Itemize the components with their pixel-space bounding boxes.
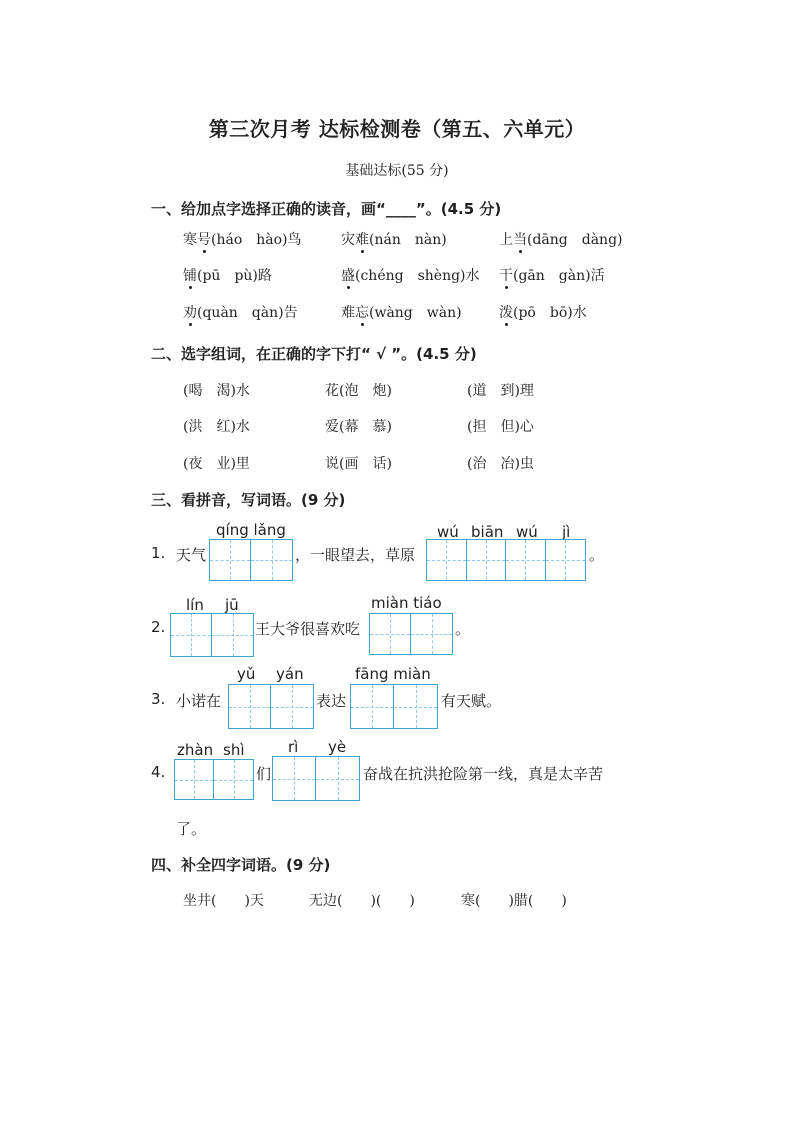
sec1-item: 盛(chéng shèng)水 [341, 268, 480, 284]
writing-grid[interactable] [369, 613, 453, 655]
sec2-item: (道 到)理 [467, 383, 534, 399]
sec1-item: 上当(dāng dàng) [499, 232, 623, 248]
writing-grid[interactable] [170, 613, 254, 657]
question-number: 3. [151, 690, 166, 708]
question-text: 王大爷很喜欢吃 [255, 620, 361, 638]
sec2-item: (夜 业)里 [183, 456, 250, 472]
question-number: 1. [151, 544, 166, 562]
question-text: ，一眼望去，草原 [295, 546, 416, 564]
grid-cell[interactable] [271, 685, 313, 728]
grid-cell[interactable] [394, 685, 437, 728]
pinyin: yǔ [237, 665, 256, 683]
sec2-item: (洪 红)水 [183, 419, 250, 435]
sec1-item: 铺(pū pù)路 [183, 268, 272, 284]
grid-cell[interactable] [229, 685, 271, 728]
sec1-item: 难忘(wàng wàn) [341, 305, 462, 321]
section-3-heading: 三、看拼音，写词语。(9 分) [151, 491, 346, 509]
grid-cell[interactable] [370, 614, 411, 654]
pinyin: wú [516, 523, 538, 541]
question-text: 天气 [176, 546, 207, 564]
sec4-item: 坐井( )天 [183, 893, 264, 909]
grid-cell[interactable] [546, 540, 585, 580]
pinyin: jū [225, 596, 239, 614]
section-4-heading: 四、补全四字词语。(9 分) [151, 856, 331, 874]
pinyin: fāng miàn [355, 665, 431, 683]
question-number: 4. [151, 763, 166, 781]
writing-grid[interactable] [426, 539, 586, 581]
grid-cell[interactable] [316, 757, 359, 800]
pinyin: lín [186, 596, 204, 614]
grid-cell[interactable] [251, 540, 292, 580]
grid-cell[interactable] [212, 614, 253, 656]
grid-cell[interactable] [273, 757, 316, 800]
sec2-item: (治 冶)虫 [467, 456, 534, 472]
sec2-item: (喝 渴)水 [183, 383, 250, 399]
grid-cell[interactable] [427, 540, 467, 580]
question-text: 奋战在抗洪抢险第一线，真是太辛苦 [363, 765, 604, 783]
pinyin: qíng lǎng [216, 521, 286, 539]
writing-grid[interactable] [272, 756, 360, 801]
question-text: 。 [589, 546, 605, 564]
writing-grid[interactable] [228, 684, 314, 729]
grid-cell[interactable] [411, 614, 452, 654]
grid-cell[interactable] [210, 540, 251, 580]
writing-grid[interactable] [174, 759, 254, 800]
question-text: 们 [256, 765, 272, 783]
page-title: 第三次月考 达标检测卷（第五、六单元） [208, 117, 586, 141]
question-text: 小诺在 [176, 692, 222, 710]
pinyin: rì [288, 738, 299, 756]
pinyin: yè [328, 738, 347, 756]
pinyin: biān [471, 523, 504, 541]
grid-cell[interactable] [214, 760, 253, 799]
question-text: 了。 [176, 820, 207, 838]
grid-cell[interactable] [506, 540, 546, 580]
question-text: 。 [455, 620, 471, 638]
sec1-item: 寒号(háo hào)鸟 [183, 232, 302, 248]
sec2-item: 爱(幕 慕) [325, 419, 392, 435]
pinyin: shì [223, 741, 245, 759]
sec1-item: 劝(quàn qàn)告 [183, 305, 298, 321]
question-text: 表达 [316, 692, 347, 710]
sec4-item: 无边( )( ) [309, 893, 415, 909]
page-subtitle: 基础达标(55 分) [345, 163, 449, 179]
pinyin: wú [437, 523, 459, 541]
grid-cell[interactable] [175, 760, 214, 799]
writing-grid[interactable] [209, 539, 293, 581]
grid-cell[interactable] [351, 685, 394, 728]
grid-cell[interactable] [171, 614, 212, 656]
sec2-item: 说(画 话) [325, 456, 392, 472]
sec2-item: (担 但)心 [467, 419, 534, 435]
pinyin: jì [562, 523, 571, 541]
sec1-item: 干(gān gàn)活 [499, 268, 605, 284]
sec1-item: 泼(pō bō)水 [499, 305, 587, 321]
section-2-heading: 二、选字组词，在正确的字下打“ √ ”。(4.5 分) [151, 345, 477, 363]
question-text: 有天赋。 [441, 692, 502, 710]
pinyin: zhàn [177, 741, 214, 759]
grid-cell[interactable] [467, 540, 507, 580]
pinyin: yán [276, 665, 304, 683]
question-number: 2. [151, 618, 166, 636]
pinyin: miàn tiáo [371, 594, 442, 612]
section-1-heading: 一、给加点字选择正确的读音，画“____”。(4.5 分) [151, 200, 502, 218]
writing-grid[interactable] [350, 684, 438, 729]
sec2-item: 花(泡 炮) [325, 383, 392, 399]
sec4-item: 寒( )腊( ) [461, 893, 567, 909]
sec1-item: 灾难(nán nàn) [341, 232, 447, 248]
